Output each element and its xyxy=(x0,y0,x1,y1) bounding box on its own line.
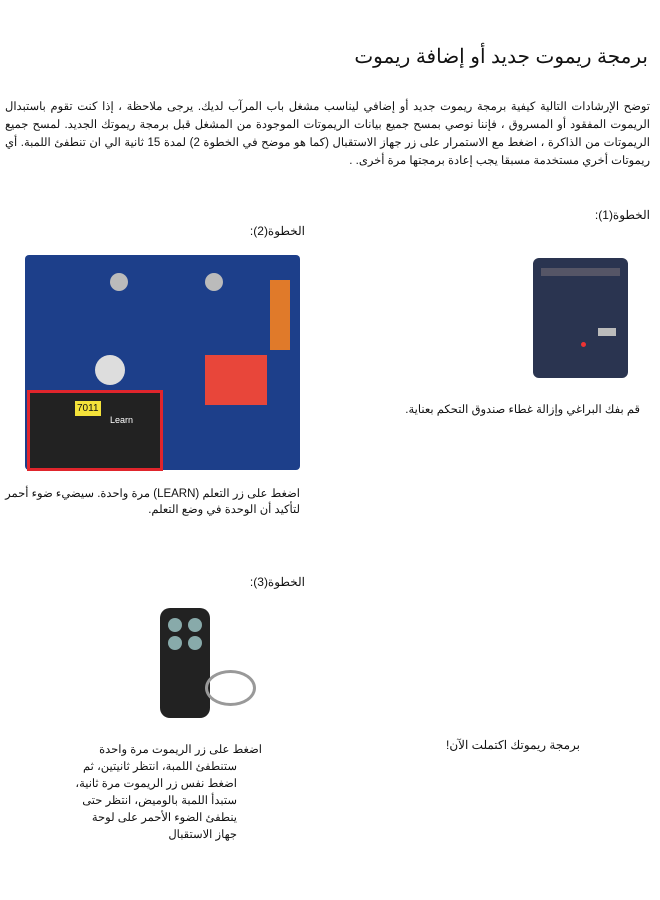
step2-caption-line: اضغط على زر التعلم (LEARN) مرة واحدة. سيضيء ضوء أحمر xyxy=(5,488,300,500)
board-label-7011: 7011 xyxy=(77,403,99,414)
intro-paragraph: توضح الإرشادات التالية كيفية برمجة ريموت جديد أو إضافي ليناسب مشغل باب المرآب لديك. يرجى ملاحظة ، إذا كنت تقوم باستبدال الريموت المفقود أو المسروق ، فإننا نوصي بمسح جميع بيانات الريموتات الموجودة من المشغل قبل برمجة ريموتك الجديد. لمسح جميع الريموتات من الذاكرة ، اضغط مع الاستمرار على زر جهاز الاستقبال (كما هو موضح في الخطوة 2) لمدة 15 ثانية الي ان تنطفئ اللمبة. أي ريموتات أخري مستخدمة مسبقا يجب إعادة برمجتها مرة أخرى. . xyxy=(5,101,651,167)
step1-label: الخطوة(1): xyxy=(594,208,650,222)
step2-label: الخطوة(2): xyxy=(249,224,305,238)
remote-button xyxy=(188,618,202,632)
page-title: برمجة ريموت جديد أو إضافة ريموت xyxy=(354,46,648,68)
remote-button xyxy=(188,636,202,650)
step3-caption-line: اضغط نفس زر الريموت مرة ثانية، xyxy=(75,778,237,790)
learn-button-highlight xyxy=(27,390,163,471)
step3-caption-line: اضغط على زر الريموت مرة واحدة xyxy=(99,744,262,756)
remote-button xyxy=(168,618,182,632)
step1-caption: قم بفك البراغي وإزالة غطاء صندوق التحكم بعناية. xyxy=(405,404,640,416)
step2-caption xyxy=(5,486,300,518)
completion-message: برمجة ريموتك اكتملت الآن! xyxy=(446,738,580,752)
step3-label: الخطوة(3): xyxy=(249,575,305,589)
circuit-board-image xyxy=(25,255,300,470)
remote-button xyxy=(168,636,182,650)
keyring-icon xyxy=(205,670,256,706)
step2-caption-line: لتأكيد أن الوحدة في وضع التعلم. xyxy=(148,504,300,516)
step3-caption-line: ينطفئ الضوء الأحمر على لوحة xyxy=(91,812,237,824)
step3-caption-line: ستبدأ اللمبة بالوميض، انتظر حتى xyxy=(82,795,237,807)
step3-caption xyxy=(75,742,262,844)
control-box-image xyxy=(533,258,628,378)
step3-caption-line: جهاز الاستقبال xyxy=(168,829,237,841)
board-label-learn: Learn xyxy=(110,415,134,425)
step3-caption-line: ستنطفئ اللمبة، انتظر ثانيتين، ثم xyxy=(83,761,237,773)
remote-image xyxy=(160,608,210,718)
